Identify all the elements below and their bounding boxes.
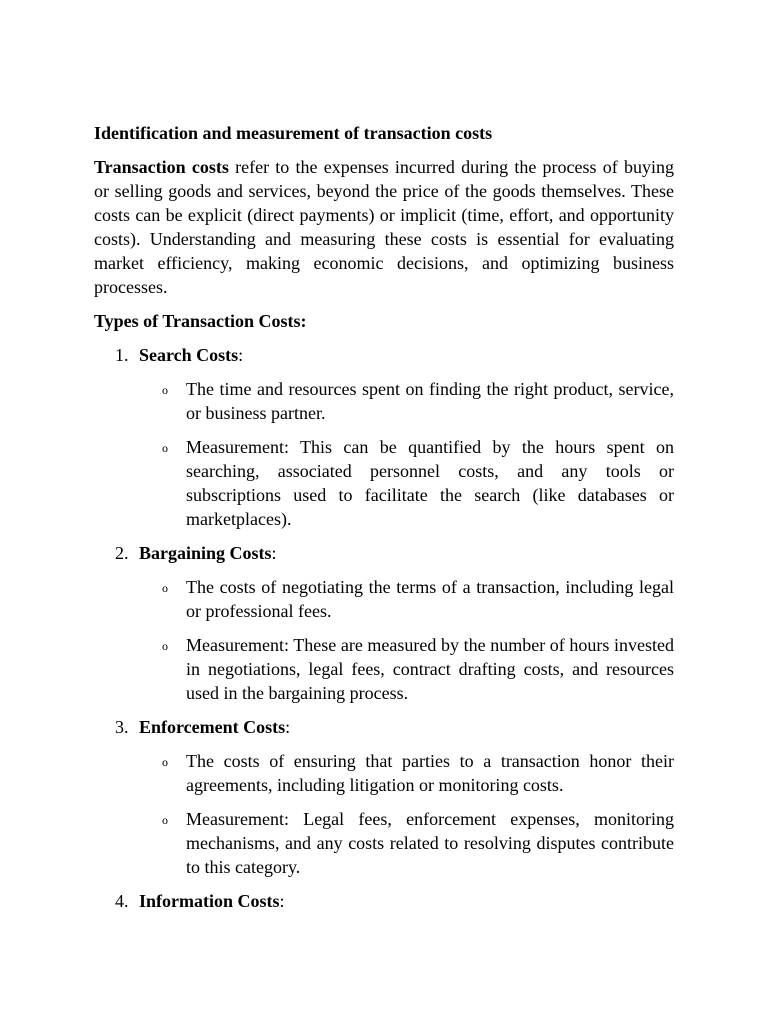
intro-text: refer to the expenses incurred during the process of buying or selling goods and services, beyond the price of the goods themselves. These costs can be explicit (direct payments) or implicit (time, effort, and opportunity costs). Understanding and measuring these costs is essential for evaluating market efficiency, making economic decisions, and optimizing business processes.	[94, 157, 674, 297]
point-text: Measurement: These are measured by the number of hours invested in negotiations, legal fees, contract drafting costs, and resources used in the bargaining process.	[186, 635, 674, 703]
circle-bullet-icon: o	[162, 813, 168, 827]
circle-bullet-icon: o	[162, 383, 168, 397]
type-colon: :	[279, 891, 285, 911]
intro-paragraph	[94, 155, 674, 299]
type-points	[94, 377, 674, 531]
intro-term: Transaction costs	[94, 157, 229, 177]
list-item	[94, 377, 674, 425]
point-text: The time and resources spent on finding the right product, service, or business partner.	[186, 379, 674, 423]
type-item-enforcement-costs	[94, 715, 674, 879]
type-colon: :	[271, 543, 277, 563]
type-number: 4.	[115, 891, 129, 911]
types-heading: Types of Transaction Costs:	[94, 311, 307, 331]
point-text: Measurement: This can be quantified by the hours spent on searching, associated personnel costs, and any tools or subscriptions used to facilitate the search (like databases or marketplaces).	[186, 437, 674, 529]
type-colon: :	[285, 717, 291, 737]
type-heading	[94, 343, 674, 367]
list-item	[94, 575, 674, 623]
type-item-bargaining-costs	[94, 541, 674, 705]
type-heading	[94, 715, 674, 739]
list-item	[94, 633, 674, 705]
type-name: Information Costs	[139, 891, 280, 911]
type-number: 1.	[115, 345, 129, 365]
type-name: Enforcement Costs	[139, 717, 286, 737]
circle-bullet-icon: o	[162, 581, 168, 595]
type-heading	[94, 541, 674, 565]
type-name: Search Costs	[139, 345, 239, 365]
circle-bullet-icon: o	[162, 755, 168, 769]
type-colon: :	[238, 345, 244, 365]
type-item-search-costs	[94, 343, 674, 531]
type-name: Bargaining Costs	[139, 543, 272, 563]
type-points	[94, 749, 674, 879]
point-text: The costs of negotiating the terms of a transaction, including legal or professional fees.	[186, 577, 674, 621]
list-item	[94, 807, 674, 879]
type-item-information-costs	[94, 889, 674, 913]
type-number: 3.	[115, 717, 129, 737]
type-number: 2.	[115, 543, 129, 563]
list-item	[94, 749, 674, 797]
circle-bullet-icon: o	[162, 441, 168, 455]
type-heading	[94, 889, 674, 913]
circle-bullet-icon: o	[162, 639, 168, 653]
types-list	[94, 343, 674, 913]
type-points	[94, 575, 674, 705]
point-text: Measurement: Legal fees, enforcement expenses, monitoring mechanisms, and any costs related to resolving disputes contribute to this category.	[186, 809, 674, 877]
document-title: Identification and measurement of transaction costs	[94, 123, 493, 143]
list-item	[94, 435, 674, 531]
point-text: The costs of ensuring that parties to a transaction honor their agreements, including litigation or monitoring costs.	[186, 751, 674, 795]
